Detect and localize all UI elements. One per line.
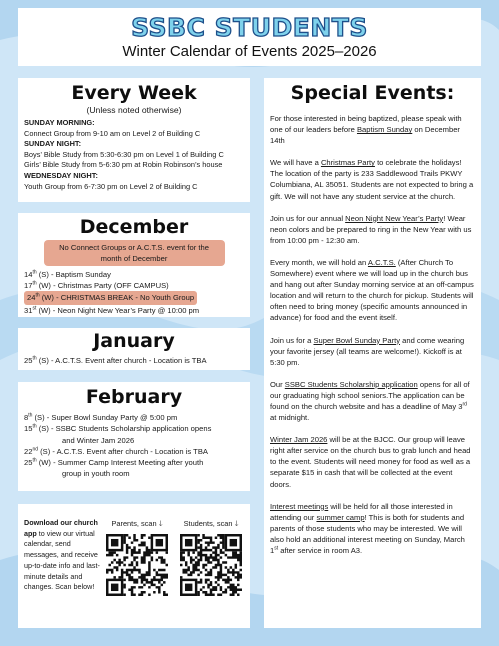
wednesday-night-item: Youth Group from 6-7:30 pm on Level 2 of Building C — [24, 181, 198, 191]
december-event-1: 14th (S) - Baptism Sunday — [24, 269, 111, 279]
february-event-4: 25th (W) - Summer Camp Interest Meeting after youth — [24, 457, 204, 468]
january-section — [18, 328, 250, 370]
february-section — [18, 382, 250, 491]
winter-jam-paragraph: Winter Jam 2026 will be at the BJCC. Our group will leave right after service on the church bus to grab lunch and head to the event. Students will need money for food as well as a separate $15 in cash that will be collected at the event doors. — [270, 435, 471, 489]
february-events — [24, 412, 244, 480]
christmas-party-paragraph: We will have a Christmas Party to celebrate the holidays! The location of the party is 233 Saddlewood Trails PKWY Columbiana, AL 35051. Students are not expected to bring a gift. We will not have any student service at the church. — [270, 158, 474, 201]
special-events-section — [264, 78, 481, 628]
every-week-schedule — [24, 118, 244, 192]
parents-scan-label: Parents, scan 🡓 — [111, 519, 163, 528]
page-title: SSBC STUDENTS — [131, 13, 368, 42]
special-events-heading: Special Events: — [290, 82, 455, 104]
download-app-section — [18, 504, 250, 628]
arrow-down-icon: 🡓 — [158, 519, 163, 528]
students-qr-block — [178, 518, 244, 596]
page-subtitle: Winter Calendar of Events 2025–2026 — [122, 43, 377, 60]
parents-qr-block — [104, 518, 170, 596]
february-heading: February — [85, 386, 183, 408]
students-qr-code[interactable] — [180, 534, 242, 596]
neon-night-paragraph: Join us for our annual Neon Night New Year’s Party! Wear neon colors and be prepared to ring in the New Year with us from 10:00 pm - 12:30 am. — [270, 213, 472, 245]
february-event-2: 15th (S) - SSBC Students Scholarship application opens — [24, 423, 212, 434]
december-notice: No Connect Groups or A.C.T.S. event for the month of December — [44, 240, 225, 266]
scholarship-paragraph: Our SSBC Students Scholarship application opens for all of our graduating high school seniors.The application can be found on the church website and has a deadline of May 3rd at midnight. — [270, 379, 470, 423]
parents-qr-code[interactable] — [106, 534, 168, 596]
sunday-morning-label: SUNDAY MORNING: — [24, 118, 95, 127]
every-week-section — [18, 78, 250, 202]
wednesday-night-label: WEDNESDAY NIGHT: — [24, 170, 98, 180]
acts-paragraph: Every month, we will hold an A.C.T.S. (After Church To Somewhere) event where we will load up in the church bus and hang out after Sunday morning service at an off-campus location and will return to the church for pickup. Students will often need to bring money (specific amounts announced in advance) for food and the event itself. — [270, 257, 474, 323]
december-events — [24, 269, 244, 316]
january-heading: January — [93, 330, 175, 352]
every-week-heading: Every Week — [71, 82, 197, 104]
download-app-text: Download our church app to view our virtual calendar, send messages, and receive up-to-date info and last-minute details and changes. Scan below! — [24, 518, 100, 592]
january-event-1: 25th (S) - A.C.T.S. Event after church - Location is TBA — [24, 355, 207, 365]
december-event-2: 17th (W) - Christmas Party (OFF CAMPUS) — [24, 280, 169, 291]
december-event-4: 31st (W) - Neon Night New Year’s Party @ 10:00 pm — [24, 305, 200, 315]
super-bowl-paragraph: Join us for a Super Bowl Sunday Party and come wearing your favorite jersey (all teams are welcome!). Kickoff is at 5:30 pm. — [270, 335, 465, 367]
baptism-paragraph: For those interested in being baptized, please speak with one of our leaders before Baptism Sunday on December 14th — [270, 114, 462, 146]
sunday-night-item-2: Girls’ Bible Study from 5-6:30 pm at Robin Robinson’s house — [24, 160, 223, 170]
header-banner — [18, 8, 481, 66]
december-heading: December — [79, 216, 189, 238]
february-event-1: 8th (S) - Super Bowl Sunday Party @ 5:00 pm — [24, 412, 178, 422]
february-event-4-cont: group in youth room — [62, 469, 130, 479]
sunday-night-item-1: Boys’ Bible Study from 5:30-6:30 pm on Level 1 of Building C — [24, 149, 224, 159]
december-event-3: 24th (W) - CHRISTMAS BREAK - No Youth Group — [24, 291, 244, 304]
sunday-night-label: SUNDAY NIGHT: — [24, 139, 82, 149]
interest-meetings-paragraph: Interest meetings will be held for all those interested in attending our summer camp! This is both for students and parents of those students who may be interested. We will also hold an additional interest meeting on Sunday, March 1st after service in room A3. — [270, 501, 465, 555]
february-event-3: 22nd (S) - A.C.T.S. Event after church - Location is TBA — [24, 446, 208, 456]
sunday-morning-item: Connect Group from 9-10 am on Level 2 of Building C — [24, 128, 201, 138]
february-event-2-cont: and Winter Jam 2026 — [62, 435, 135, 445]
students-scan-label: Students, scan 🡓 — [183, 519, 239, 528]
arrow-down-icon: 🡓 — [234, 519, 239, 528]
december-section — [18, 213, 250, 317]
every-week-note: (Unless noted otherwise) — [86, 105, 182, 115]
